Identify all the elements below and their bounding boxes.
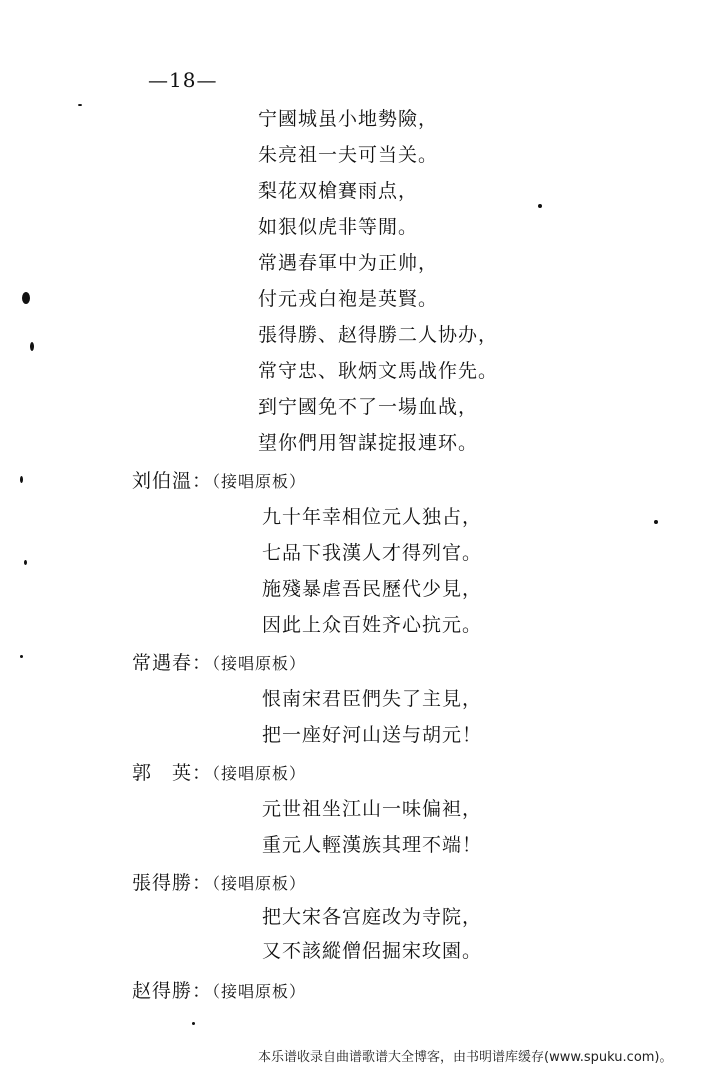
scan-speck: [24, 560, 27, 565]
lyric-line: 如狠似虎非等閒。: [258, 216, 419, 238]
page-number: —18—: [148, 68, 218, 92]
lyric-line: 元世祖坐江山一味偏袒，: [262, 798, 483, 820]
stage-direction: （接唱原板）: [212, 764, 307, 783]
speaker-name: 赵得勝：: [132, 980, 213, 1002]
source-footer: 本乐谱收录自曲谱歌谱大全博客，由书明谱库缓存(www.spuku.com)。: [258, 1050, 673, 1065]
speaker-line: [132, 466, 306, 493]
lyric-line: 恨南宋君臣們失了主見，: [262, 688, 483, 710]
lyric-line: 朱亮祖一夫可当关。: [258, 144, 439, 166]
scan-speck: [22, 292, 30, 304]
lyric-line: 望你們用智謀掟报連环。: [258, 432, 479, 454]
scan-speck: [20, 476, 23, 483]
lyric-line: 到宁國免不了一場血战，: [258, 396, 479, 418]
stage-direction: （接唱原板）: [212, 654, 307, 673]
speaker-line: [132, 976, 306, 1003]
lyric-line: 張得勝、赵得勝二人协办，: [258, 324, 499, 346]
scan-speck: [78, 104, 82, 106]
lyric-line: 付元戎白袍是英賢。: [258, 288, 439, 310]
lyric-line: 梨花双槍賽雨点，: [258, 180, 419, 202]
speaker-name: 常遇春：: [132, 652, 213, 674]
stage-direction: （接唱原板）: [212, 982, 307, 1001]
speaker-line: [132, 758, 306, 785]
scan-speck: [30, 342, 34, 351]
scan-speck: [654, 520, 658, 524]
lyric-line: 九十年幸相位元人独占，: [262, 506, 483, 528]
lyric-line: 七品下我漢人才得列官。: [262, 542, 483, 564]
lyric-line: 把一座好河山送与胡元！: [262, 724, 483, 746]
stage-direction: （接唱原板）: [212, 874, 307, 893]
lyric-line: 施殘暴虐吾民歷代少見，: [262, 578, 483, 600]
lyric-line: 常遇春軍中为正帅，: [258, 252, 439, 274]
speaker-name: 刘伯溫：: [132, 470, 213, 492]
speaker-line: [132, 868, 306, 895]
speaker-name: 郭 英：: [132, 762, 213, 784]
speaker-name: 張得勝：: [132, 872, 213, 894]
scan-speck: [538, 204, 542, 208]
lyric-line: 常守忠、耿炳文馬战作先。: [258, 360, 499, 382]
scan-speck: [192, 1022, 195, 1025]
stage-direction: （接唱原板）: [212, 472, 307, 491]
speaker-line: [132, 648, 306, 675]
lyric-line: 又不該縱僧侶掘宋玫園。: [262, 940, 483, 962]
lyric-line: 因此上众百姓齐心抗元。: [262, 614, 483, 636]
scan-speck: [20, 655, 23, 658]
lyric-line: 把大宋各宫庭改为寺院，: [262, 906, 483, 928]
lyric-line: 重元人輕漢族其理不端！: [262, 834, 483, 856]
lyric-line: 宁國城虽小地勢險，: [258, 108, 439, 130]
